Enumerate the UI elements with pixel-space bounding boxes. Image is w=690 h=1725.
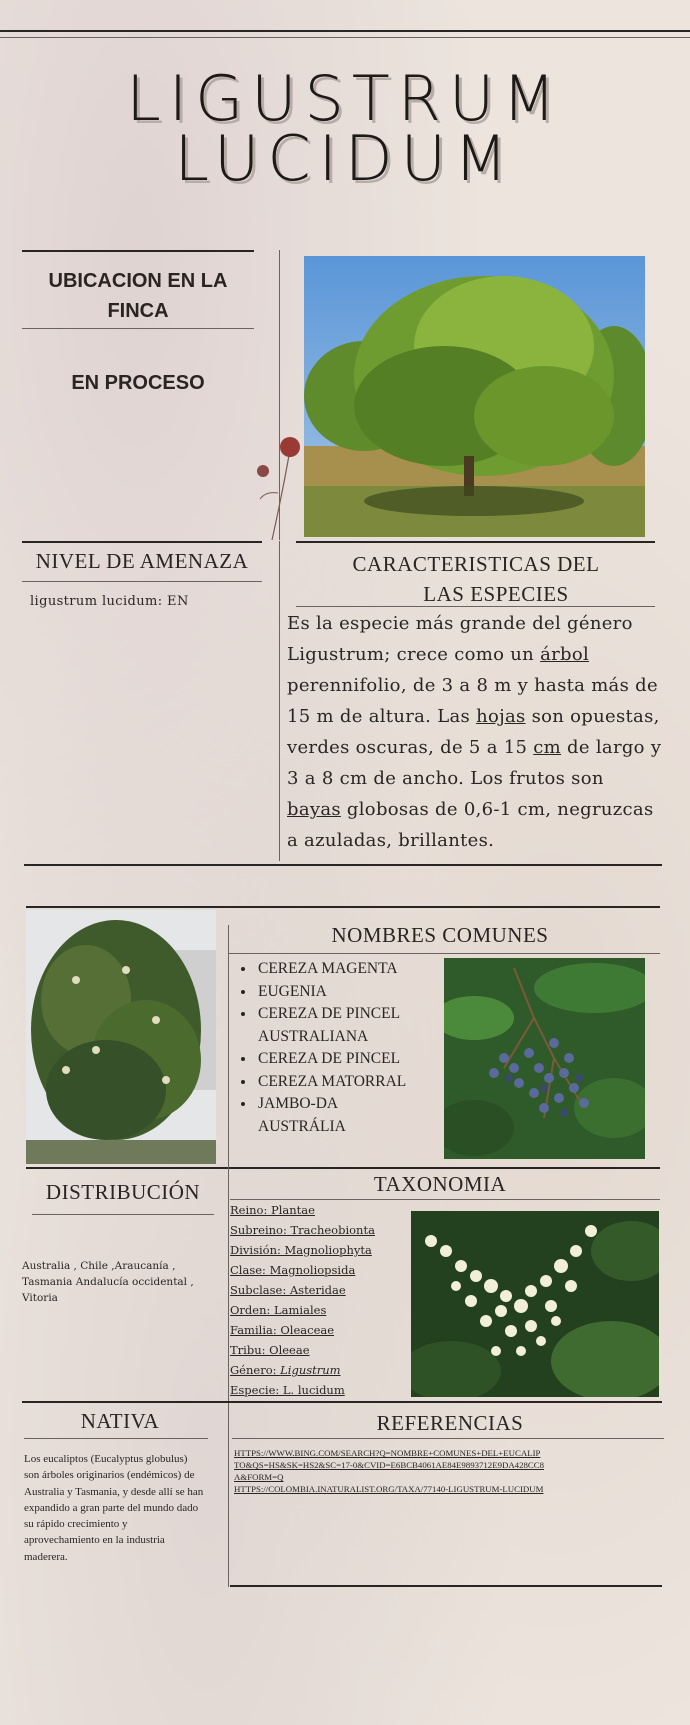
taxonomia-row: Familia: Oleaceae (230, 1323, 335, 1337)
taxonomia-row: Tribu: Oleeae (230, 1343, 310, 1357)
top-rule (0, 30, 690, 32)
flowers-photo (411, 1211, 659, 1397)
amenaza-rule-bottom (22, 581, 262, 582)
page-title-line1: LIGUSTRUM (126, 62, 564, 135)
section-rule-1 (24, 864, 662, 866)
taxonomia-row: Reino: Plantae (230, 1203, 315, 1217)
ubicacion-status: EN PROCESO (71, 372, 205, 394)
cm-link[interactable]: cm (533, 737, 562, 758)
top-rule-thin (0, 37, 690, 38)
caracteristicas-rule-top (296, 541, 655, 543)
reference-link-1[interactable]: HTTPS://WWW.BING.COM/SEARCH?Q=NOMBRE+COMUNES+DEL+EUCALIPTO&QS=HS&SK=HS2&SC=17-0&CVID=E6BCB4061AE84E9893712E9DA428CC8A&FORM=Q (234, 1448, 545, 1482)
nombre-comun-item: • CEREZA MAGENTA (256, 958, 408, 981)
amenaza-value: ligustrum lucidum: EN (30, 594, 189, 609)
taxonomia-list (230, 1200, 410, 1400)
taxonomia-row: División: Magnoliophyta (230, 1243, 372, 1257)
genero-value: Ligustrum (280, 1363, 341, 1377)
section-rule-2 (26, 906, 660, 908)
caracteristicas-text-3: son opuestas, verdes oscuras, de 5 a 15 (287, 706, 660, 758)
berries-photo (444, 958, 645, 1159)
column-divider-bottom (228, 1167, 229, 1587)
caracteristicas-heading-line2: LAS ESPECIES (423, 582, 569, 606)
shrub-photo (304, 256, 645, 537)
caracteristicas-rule-bottom (296, 606, 655, 607)
taxonomia-genero (230, 1360, 410, 1380)
section-rule-5 (230, 1585, 662, 1587)
nombres-list (236, 958, 408, 1138)
tree-photo (26, 910, 216, 1164)
flower-decoration (250, 435, 310, 545)
section-rule-3 (26, 1167, 660, 1169)
distribucion-rule (32, 1214, 214, 1215)
taxonomia-rows (230, 1200, 410, 1360)
nombres-rule (228, 953, 660, 954)
ubicacion-rule-bottom (22, 328, 254, 329)
distribucion-heading: DISTRIBUCIÓN (45, 1180, 201, 1204)
taxonomia-row: Orden: Lamiales (230, 1303, 327, 1317)
nombre-comun-item: • CEREZA MATORRAL (256, 1071, 408, 1094)
column-divider-mid (279, 541, 280, 861)
page-title-line2: LUCIDUM (174, 122, 516, 195)
taxonomia-heading: TAXONOMIA (373, 1172, 507, 1196)
referencias-heading: REFERENCIAS (376, 1411, 524, 1435)
amenaza-heading: NIVEL DE AMENAZA (35, 549, 249, 573)
caracteristicas-heading (296, 549, 656, 609)
reference-link-2[interactable]: HTTPS://COLOMBIA.INATURALIST.ORG/TAXA/77140-LIGUSTRUM-LUCIDUM (234, 1484, 544, 1494)
ubicacion-rule-top (22, 250, 254, 252)
nombre-comun-item: • EUGENIA (256, 981, 408, 1004)
section-rule-4 (22, 1401, 662, 1403)
caracteristicas-text-4: de largo y 3 a 8 cm de ancho. Los frutos son (287, 737, 662, 789)
amenaza-rule-top (22, 541, 262, 543)
taxonomia-especie: Especie: L. lucidum (230, 1383, 345, 1397)
caracteristicas-text-5: globosas de 0,6-1 cm, negruzcas a azuladas, brillantes. (287, 799, 654, 851)
nativa-rule (24, 1438, 208, 1439)
caracteristicas-text-1: Es la especie más grande del género Ligustrum; crece como un (287, 613, 633, 665)
nombres-heading: NOMBRES COMUNES (331, 923, 549, 947)
hojas-link[interactable]: hojas (476, 706, 526, 727)
distribucion-text: Australia , Chile ,Araucanía , Tasmania Andalucía occidental , Vitoria (22, 1260, 194, 1304)
caracteristicas-text (287, 608, 663, 856)
nativa-text: Los eucaliptos (Eucalyptus globulus) son árboles originarios (endémicos) de Australia y Tasmania, y desde allí se han expandido a gran parte del mundo dado su rápido crecimiento y aprovechamiento en la industria maderera. (24, 1453, 204, 1563)
taxonomia-row: Subreino: Tracheobionta (230, 1223, 375, 1237)
column-divider-nombres (228, 925, 229, 1167)
ubicacion-heading: UBICACION EN LA FINCA (48, 270, 228, 322)
nativa-heading: NATIVA (80, 1409, 160, 1433)
genero-label: Género: (230, 1363, 281, 1377)
nombre-comun-item: • JAMBO-DA AUSTRÁLIA (256, 1093, 408, 1138)
nombres-list-container (236, 958, 408, 1138)
nombre-comun-item: • CEREZA DE PINCEL AUSTRALIANA (256, 1003, 408, 1048)
referencias-list (234, 1447, 544, 1495)
bayas-link[interactable]: bayas (287, 799, 341, 820)
taxonomia-row: Subclase: Asteridae (230, 1283, 346, 1297)
nombre-comun-item: • CEREZA DE PINCEL (256, 1048, 408, 1071)
taxonomia-row: Clase: Magnoliopsida (230, 1263, 356, 1277)
referencias-rule (232, 1438, 664, 1439)
caracteristicas-heading-line1: CARACTERISTICAS DEL (352, 552, 600, 576)
arbol-link[interactable]: árbol (540, 644, 590, 665)
caracteristicas-text-2: perennifolio, de 3 a 8 m y hasta más de 15 m de altura. Las (287, 675, 658, 727)
